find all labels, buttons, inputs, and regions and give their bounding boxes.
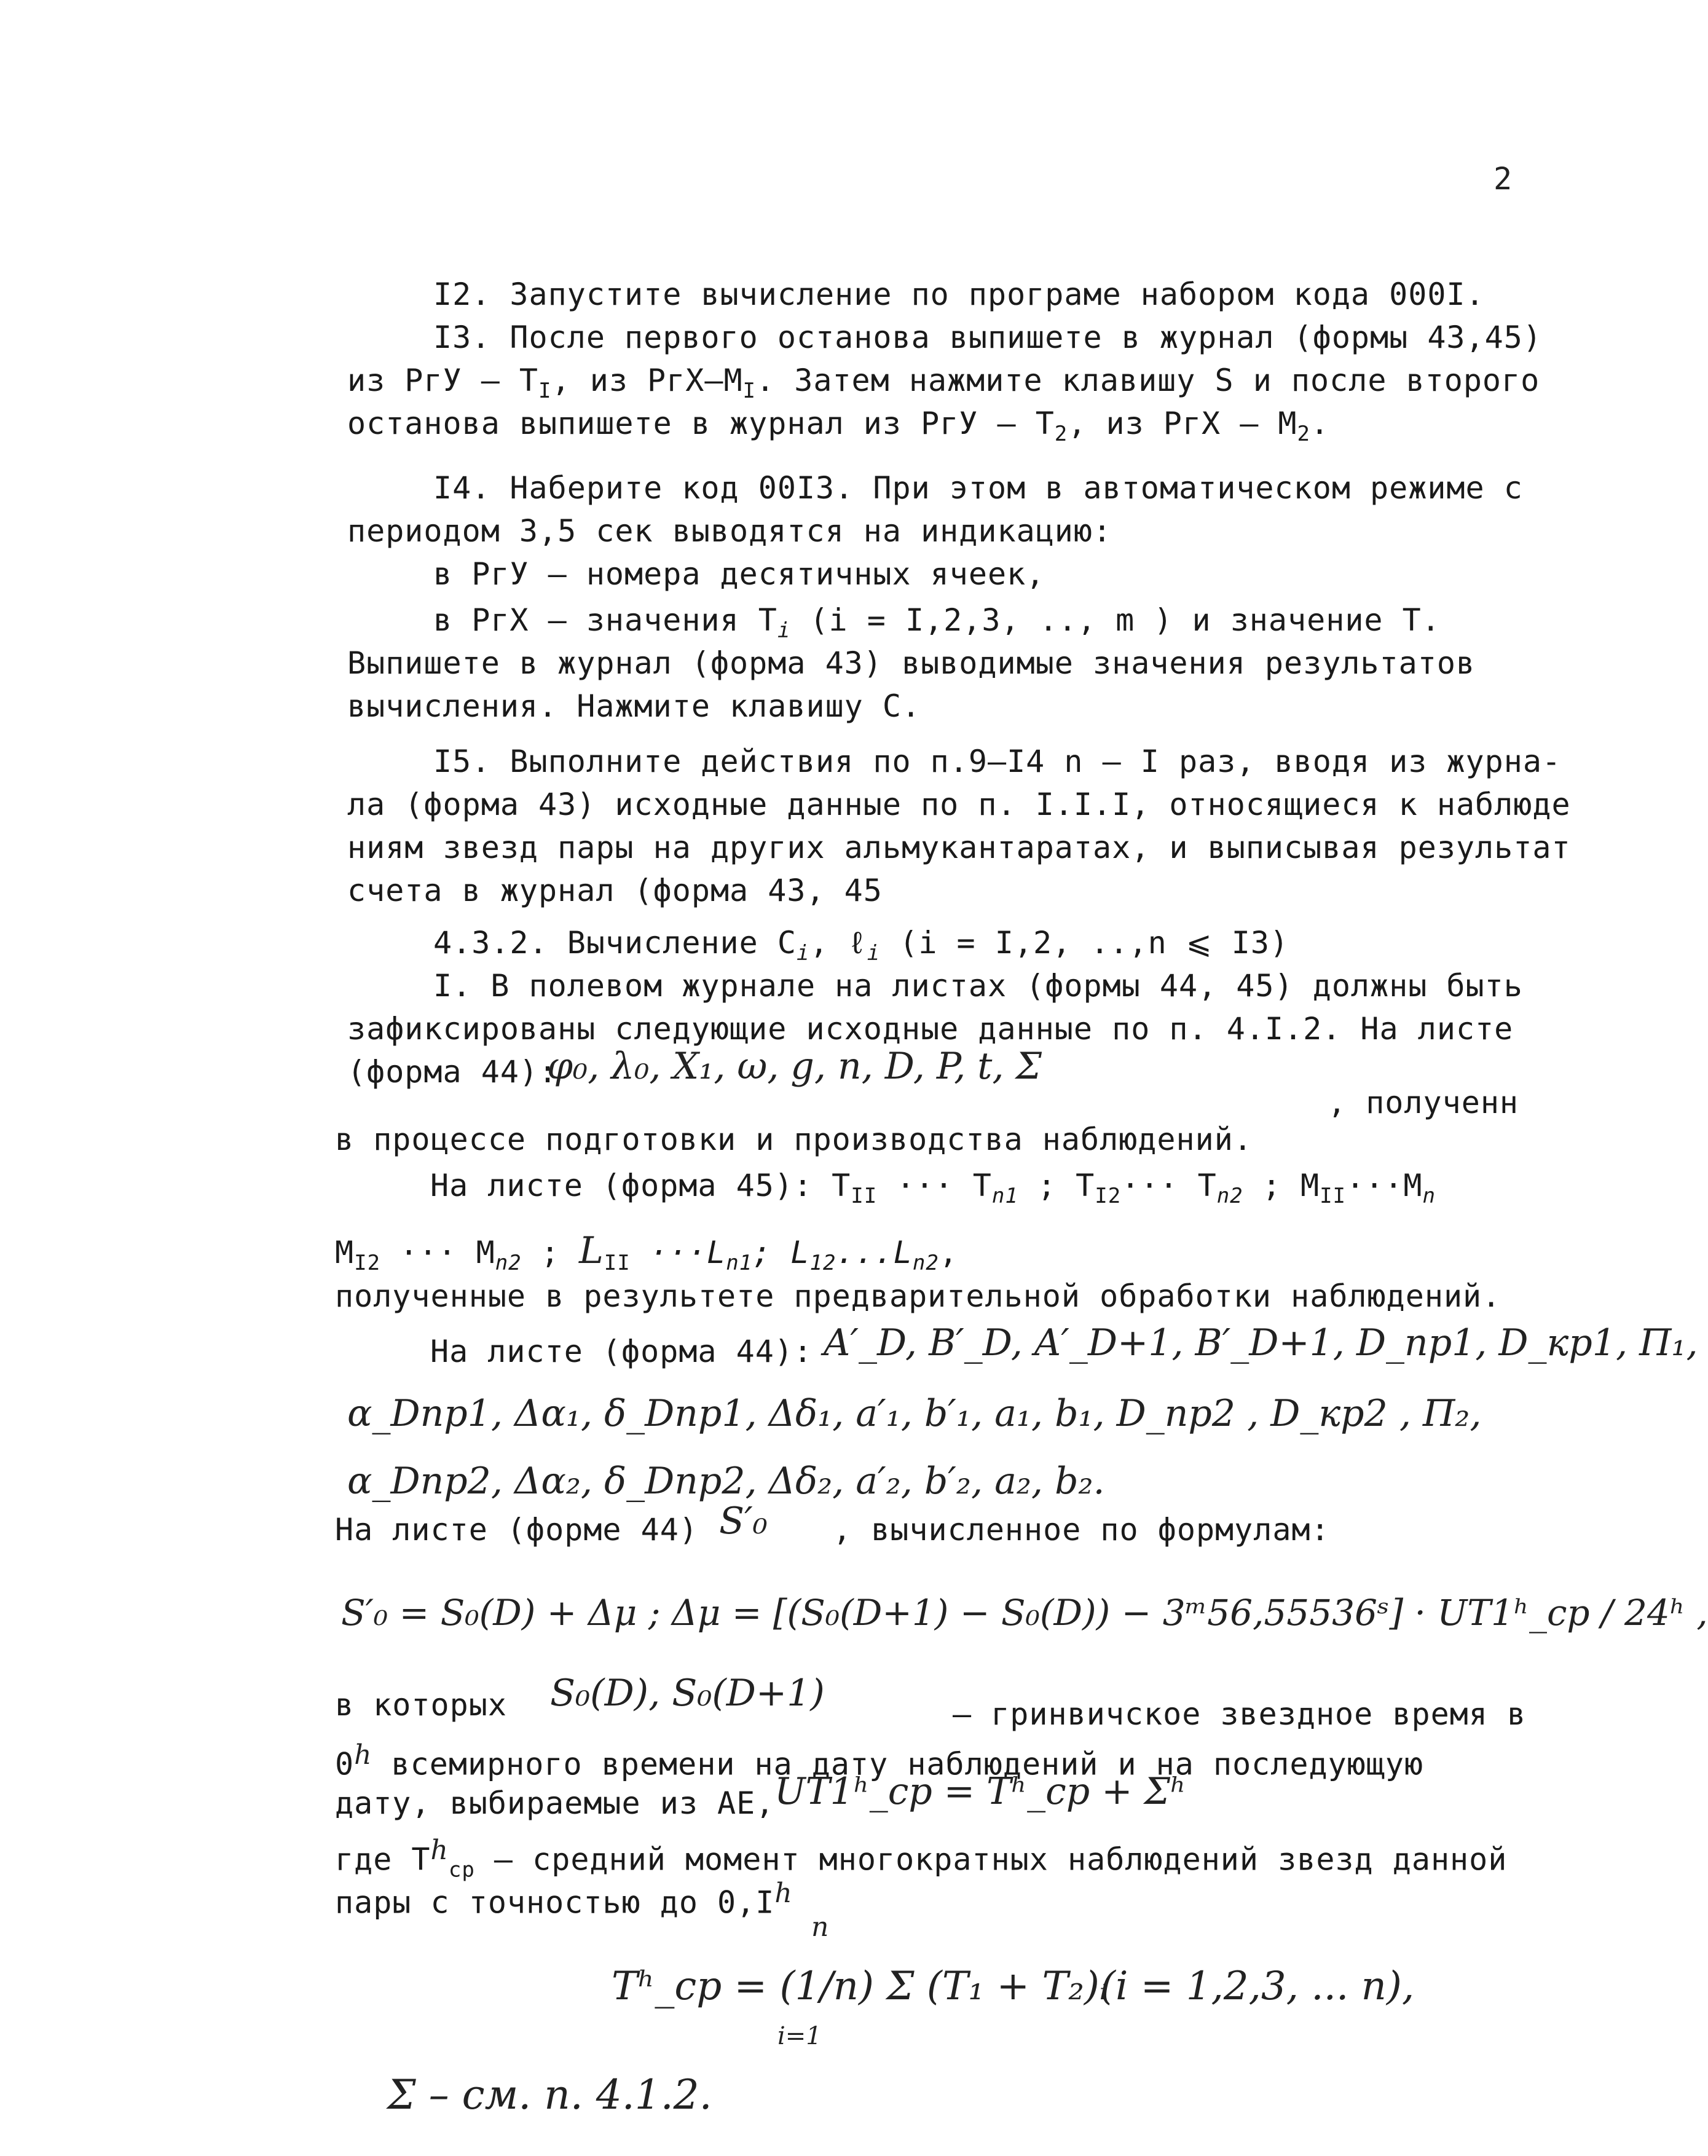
- line-step-14-rgu: в РгУ – номера десятичных ячеек,: [433, 556, 1045, 592]
- line-pair-precision: пары с точностью до $0,I^h$: [335, 1878, 793, 1921]
- line-universal-time: 0$^h$ всемирного времени на дату наблюдений и на последующую: [335, 1739, 1424, 1782]
- line-form-45-cont-2: полученные в результете предварительной обработки наблюдений.: [335, 1278, 1501, 1314]
- handwritten-list-line-2: α_Dпр1, Δα₁, δ_Dпр1, Δδ₁, a′₁, b′₁, a₁, b₁, D_пр2 , D_кр2 , П₂,: [347, 1392, 1482, 1435]
- line-step-14-cont-1: периодом 3,5 сек выводятся на индикацию:: [347, 513, 1112, 549]
- handwritten-ut1-formula: UT1ʰ_ср = Tʰ_ср + Σʰ: [774, 1770, 1186, 1813]
- line-step-15-cont-3: счета в журнал (форма 43, 45: [347, 873, 883, 908]
- handwritten-list-line-3: α_Dпр2, Δα₂, δ_Dпр2, Δδ₂, a′₂, b′₂, a₂, b₂.: [347, 1460, 1105, 1503]
- line-form-45-cont: $M_{I2}$ ··· $M_{n2}$ ; $L_{II} \cdot\cdot\cdot L_{n1}$; $L_{12}...L_{n2}$,: [335, 1229, 958, 1275]
- formula-tcp-mean: Tʰ_ср = (1/n) Σ (T₁ + T₂)ᵢ: [612, 1964, 1108, 2009]
- line-step-15-cont-2: ниям звезд пары на других альмукантаратах, и выписывая результат: [347, 830, 1571, 865]
- line-form-44-s0: На листе (форме 44): [335, 1512, 698, 1548]
- line-item-1: I. В полевом журнале на листах (формы 44, 45) должны быть: [433, 968, 1523, 1004]
- formula-s0-delta-mu: S′₀ = S₀(D) + Δμ ; Δμ = [(S₀(D+1) − S₀(D)) − 3ᵐ56,55536ˢ] · UT1ʰ_ср / 24ʰ ,: [341, 1592, 1708, 1634]
- line-step-14-cont-3: вычисления. Нажмите клавишу С.: [347, 688, 921, 724]
- line-step-13-cont-1: из РгУ – $Т_I$, из РгX–$M_I$. Затем нажмите клавишу S и после второго: [347, 363, 1540, 403]
- formula-sum-upper-limit: n: [811, 1911, 829, 1943]
- line-step-14-rgx: в РгX – значения $Т_i$ (i = I,2,3, .., m ) и значение Т.: [433, 602, 1441, 643]
- handwritten-s0-prime: S′₀: [719, 1500, 768, 1543]
- formula-sigma-reference: Σ – см. п. 4.1.2.: [387, 2071, 712, 2119]
- line-step-14-cont-2: Выпишете в журнал (форма 43) выводимые значения результатов: [347, 645, 1476, 681]
- line-form-44-s0-tail: , вычисленное по формулам:: [833, 1512, 1330, 1548]
- line-form-45: На листе (форма 45): $T_{II}$ ··· $T_{n1}$ ; $T_{I2}\cdot\cdot\cdot T_{n2}$ ; $M_{II}\cdot\cdot\cdot M_n$: [430, 1168, 1436, 1208]
- line-item-1-cont-3: в процессе подготовки и производства наблюдений.: [335, 1122, 1253, 1157]
- line-form-44-list: На листе (форма 44):: [430, 1334, 813, 1369]
- section-heading-4-3-2: 4.3.2. Вычисление $C_i$, ℓ$_i$ (i = I,2, ..,n ⩽ I3): [433, 925, 1289, 966]
- line-step-15-cont-1: ла (форма 43) исходные данные по п. I.I.I, относящиеся к наблюде: [347, 787, 1571, 822]
- line-step-13-cont-2: останова выпишете в журнал из РгУ – $Т_2$, из РгX – $M_2$.: [347, 406, 1330, 446]
- line-step-13: I3. После первого останова выпишете в журнал (формы 43,45): [433, 320, 1542, 355]
- line-in-which: в которых: [335, 1687, 507, 1723]
- handwritten-list-line-1: A′_D, B′_D, A′_D+1, B′_D+1, D_пр1, D_кр1, П₁,: [824, 1321, 1698, 1364]
- line-item-1-cont-1: зафиксированы следующие исходные данные по п. 4.I.2. На листе: [347, 1011, 1514, 1047]
- page-number: 2: [1494, 161, 1513, 197]
- formula-sum-lower-limit: i=1: [777, 2022, 822, 2050]
- line-date-ae: дату, выбираемые из АЕ,: [335, 1785, 775, 1821]
- line-item-1-cont-2: (форма 44):: [347, 1054, 558, 1090]
- formula-index-range: (i = 1,2,3, ... n),: [1100, 1964, 1415, 2009]
- line-item-1-cont-2-tail: , полученн: [1328, 1085, 1519, 1120]
- handwritten-s0-d-terms: S₀(D), S₀(D+1): [550, 1672, 825, 1715]
- handwritten-parameters-form-44: φ₀, λ₀, X₁, ω, g, n, D, P, t, Σ: [547, 1045, 1042, 1088]
- line-step-15: I5. Выполните действия по п.9–I4 n – I раз, вводя из журна-: [433, 744, 1562, 779]
- line-step-14: I4. Наберите код 00I3. При этом в автоматическом режиме с: [433, 470, 1523, 506]
- line-where-tcp: где $T^h_{ср}$ – средний момент многократных наблюдений звезд данной: [335, 1835, 1508, 1883]
- line-step-12: I2. Запустите вычисление по програме набором кода 000I.: [433, 277, 1485, 312]
- line-in-which-tail: – гринвичское звездное время в: [953, 1696, 1527, 1732]
